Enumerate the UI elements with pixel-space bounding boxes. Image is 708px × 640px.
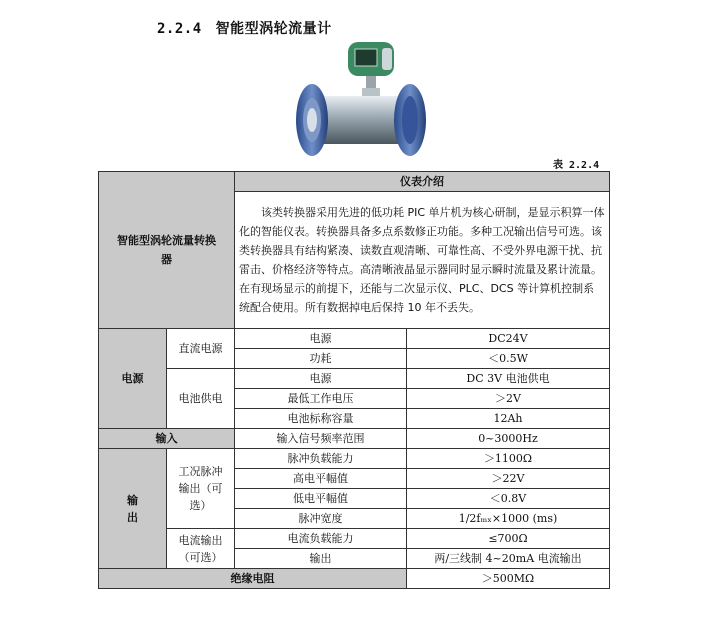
pulse-value-3: ＜0.8V [407,489,610,509]
pulse-item-2: 高电平幅值 [235,469,407,489]
battery-item-3: 电池标称容量 [235,409,407,429]
section-number: 2.2.4 [157,21,202,37]
dc-value-2: ＜0.5W [407,349,610,369]
battery-item-1: 电源 [235,369,407,389]
battery-value-3: 12Ah [407,409,610,429]
pulse-value-4: 1/2fₘₓ×1000 (ms) [407,509,610,529]
lcd-screen [355,49,377,66]
pulse-item-4: 脉冲宽度 [235,509,407,529]
current-output-label: 电流输出（可选） [167,529,235,569]
dc-value-1: DC24V [407,329,610,349]
power-label: 电源 [99,329,167,429]
intro-header: 仪表介绍 [235,172,610,192]
dc-item-2: 功耗 [235,349,407,369]
battery-label: 电池供电 [167,369,235,429]
battery-value-1: DC 3V 电池供电 [407,369,610,389]
input-item: 输入信号频率范围 [235,429,407,449]
section-title: 智能型涡轮流量计 [215,21,332,37]
dc-item-1: 电源 [235,329,407,349]
pulse-value-1: ＞1100Ω [407,449,610,469]
pulse-item-1: 脉冲负载能力 [235,449,407,469]
turbine-flowmeter-photo [290,40,435,165]
dc-power-label: 直流电源 [167,329,235,369]
battery-item-2: 最低工作电压 [235,389,407,409]
current-item-1: 电流负载能力 [235,529,407,549]
table-caption: 表 2.2.4 [553,160,600,171]
current-item-2: 输出 [235,549,407,569]
battery-value-2: ＞2V [407,389,610,409]
current-value-2: 两/三线制 4~20mA 电流输出 [407,549,610,569]
output-label: 输出 [99,449,167,569]
insulation-value: ＞500MΩ [407,569,610,589]
pulse-item-3: 低电平幅值 [235,489,407,509]
pulse-value-2: ＞22V [407,469,610,489]
intro-text: 该类转换器采用先进的低功耗 PIC 单片机为核心研制，是显示积算一体化的智能仪表。转换器具备多点系数修正功能。多种工况输出信号可选。该类转换器具有结构紧凑、读数直观清晰、可靠性高、不受外界电源干扰、抗雷击、价格经济等特点。高清晰液晶显示器同时显示瞬时流量及累计流量。在有现场显示的前提下，还能与二次显示仪、PLC、DCS 等计算机控制系统配合使用。所有数据掉电后保持 10 年不丢失。 [235,192,610,329]
input-value: 0~3000Hz [407,429,610,449]
pulse-output-label: 工况脉冲输出（可选） [167,449,235,529]
spec-table [98,171,610,589]
input-label: 输入 [99,429,235,449]
insulation-label: 绝缘电阻 [99,569,407,589]
converter-label: 智能型涡轮流量转换器 [99,172,235,329]
section-heading [157,18,332,38]
current-value-1: ≤700Ω [407,529,610,549]
